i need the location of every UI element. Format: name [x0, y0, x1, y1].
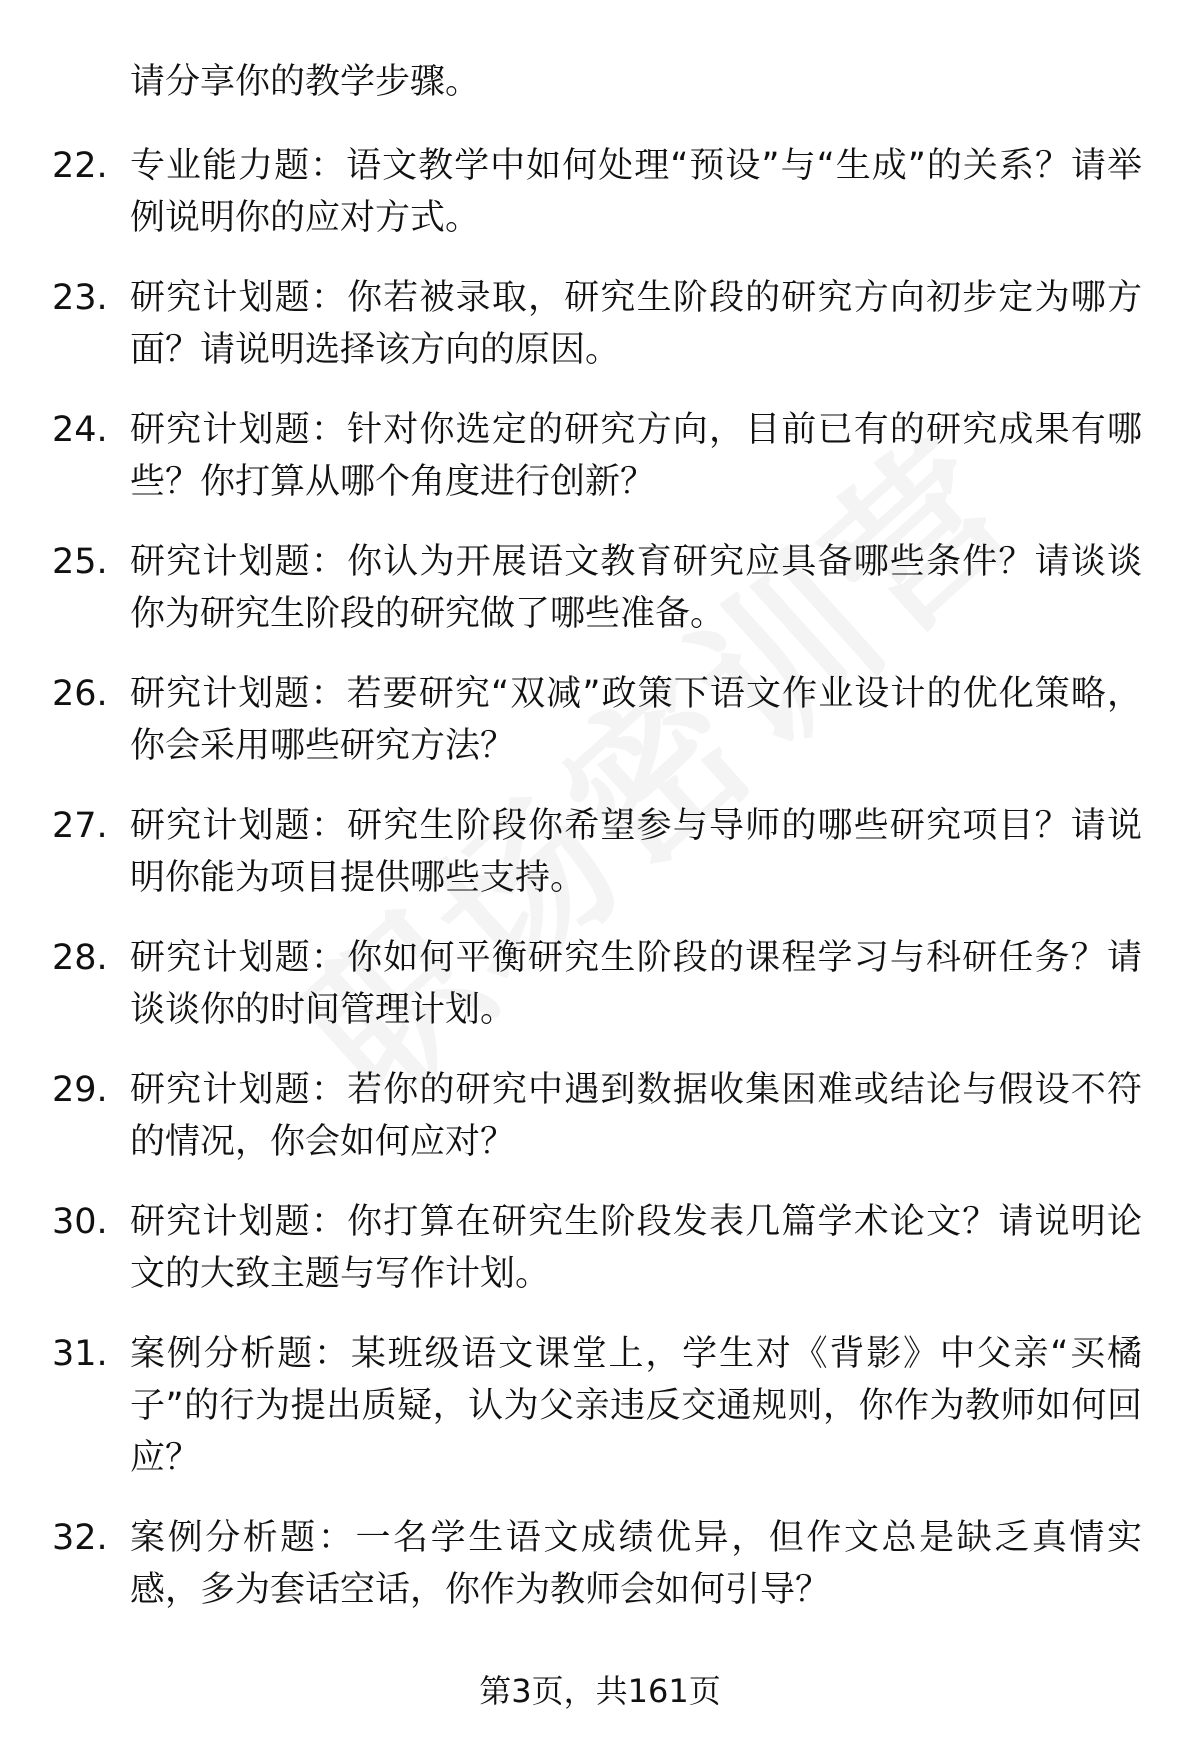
question-item-29 [0, 1064, 1200, 1196]
question-item-27 [0, 800, 1200, 932]
question-text: 研究计划题：你认为开展语文教育研究应具备哪些条件？请谈谈你为研究生阶段的研究做了哪些准备。 [130, 542, 1142, 634]
question-item-24 [0, 404, 1200, 536]
question-number: 32. [52, 1518, 108, 1558]
question-text: 研究计划题：你如何平衡研究生阶段的课程学习与科研任务？请谈谈你的时间管理计划。 [130, 938, 1142, 1030]
question-text: 案例分析题：某班级语文课堂上，学生对《背影》中父亲“买橘子”的行为提出质疑，认为父亲违反交通规则，你作为教师如何回应？ [130, 1334, 1142, 1478]
question-text: 研究计划题：研究生阶段你希望参与导师的哪些研究项目？请说明你能为项目提供哪些支持。 [130, 806, 1142, 898]
question-number: 29. [52, 1070, 108, 1110]
question-number: 31. [52, 1334, 108, 1374]
question-number: 26. [52, 674, 108, 714]
question-item-31 [0, 1328, 1200, 1512]
question-number: 24. [52, 410, 108, 450]
question-item-32 [0, 1512, 1200, 1644]
question-number: 25. [52, 542, 108, 582]
question-item-30 [0, 1196, 1200, 1328]
question-number: 28. [52, 938, 108, 978]
question-text: 研究计划题：针对你选定的研究方向，目前已有的研究成果有哪些？你打算从哪个角度进行创新？ [130, 410, 1142, 502]
question-item-25 [0, 536, 1200, 668]
question-text: 研究计划题：若你的研究中遇到数据收集困难或结论与假设不符的情况，你会如何应对？ [130, 1070, 1142, 1162]
question-text: 研究计划题：若要研究“双减”政策下语文作业设计的优化策略，你会采用哪些研究方法？ [130, 674, 1142, 766]
continuation-text: 请分享你的教学步骤。 [130, 62, 481, 102]
question-number: 30. [52, 1202, 108, 1242]
question-text: 专业能力题：语文教学中如何处理“预设”与“生成”的关系？请举例说明你的应对方式。 [130, 146, 1142, 238]
question-text: 研究计划题：你打算在研究生阶段发表几篇学术论文？请说明论文的大致主题与写作计划。 [130, 1202, 1142, 1294]
question-number: 27. [52, 806, 108, 846]
question-item-26 [0, 668, 1200, 800]
question-item-28 [0, 932, 1200, 1064]
question-text: 研究计划题：你若被录取，研究生阶段的研究方向初步定为哪方面？请说明选择该方向的原因。 [130, 278, 1142, 370]
question-item-22 [0, 140, 1200, 272]
question-item-23 [0, 272, 1200, 404]
question-text: 案例分析题：一名学生语文成绩优异，但作文总是缺乏真情实感，多为套话空话，你作为教师会如何引导？ [130, 1518, 1142, 1610]
question-number: 23. [52, 278, 108, 318]
question-list [0, 140, 1200, 1644]
question-number: 22. [52, 146, 108, 186]
page-footer: 第3页，共161页 [479, 1672, 721, 1710]
